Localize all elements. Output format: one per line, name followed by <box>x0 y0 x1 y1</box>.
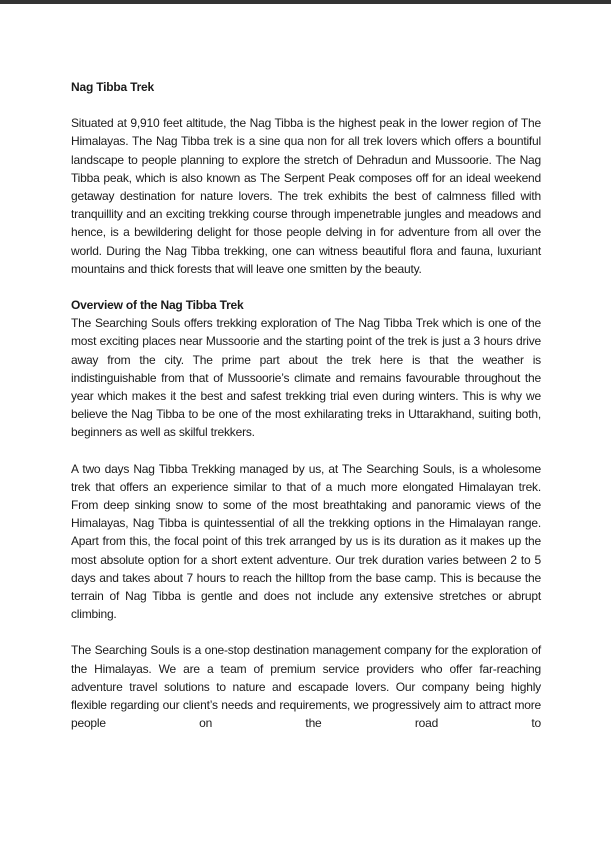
overview-paragraph: The Searching Souls offers trekking exploration of The Nag Tibba Trek which is one of the most exciting places near Mussoorie and the starting point of the trek is just a 3 hours drive away from the city. The prime part about the trek here is that the weather is indistinguishable from that of Mussoorie’s climate and remains favourable throughout the year which makes it the best and safest trekking trial even during winters. This is why we believe the Nag Tibba to be one of the most exhilarating treks in Uttarakhand, suiting both, beginners as well as skilful trekkers. <box>71 316 541 440</box>
company-paragraph: The Searching Souls is a one-stop destination management company for the exploration of the Himalayas. We are a team of premium service providers who offer far-reaching adventure travel solutions to nature and escapade lovers. Our company being highly flexible regarding our client’s needs and requirements, we progressively aim to attract more people on the road to <box>71 643 541 731</box>
trek-duration-paragraph: A two days Nag Tibba Trekking managed by us, at The Searching Souls, is a wholesome trek that offers an experience similar to that of a much more elongated Himalayan trek. From deep sinking snow to some of the most breathtaking and panoramic views of the Himalayas, Nag Tibba is quintessential of all the trekking options in the Himalayan range. Apart from this, the focal point of this trek arranged by us is its duration as it makes up the most absolute option for a short extent adventure. Our trek duration varies between 2 to 5 days and takes about 7 hours to reach the hilltop from the base camp. This is because the terrain of Nag Tibba is gentle and does not include any extensive stretches or abrupt climbing. <box>71 461 541 622</box>
document-body <box>71 78 541 733</box>
intro-paragraph: Situated at 9,910 feet altitude, the Nag Tibba is the highest peak in the lower region of The Himalayas. The Nag Tibba trek is a sine qua non for all trek lovers which offers a bountiful landscape to people planning to explore the stretch of Dehradun and Mussoorie. The Nag Tibba peak, which is also known as The Serpent Peak composes off for an ideal weekend getaway destination for nature lovers. The trek exhibits the best of calmness filled with tranquillity and an exciting trekking course through impenetrable jungles and meadows and hence, is a bewildering delight for those people delving in for adventure from all over the world. During the Nag Tibba trekking, one can witness beautiful flora and fauna, luxuriant mountains and thick forests that will leave one smitten by the beauty. <box>71 116 541 276</box>
page-top-border <box>0 0 611 4</box>
document-title: Nag Tibba Trek <box>71 80 155 94</box>
section-heading-overview: Overview of the Nag Tibba Trek <box>71 298 244 313</box>
